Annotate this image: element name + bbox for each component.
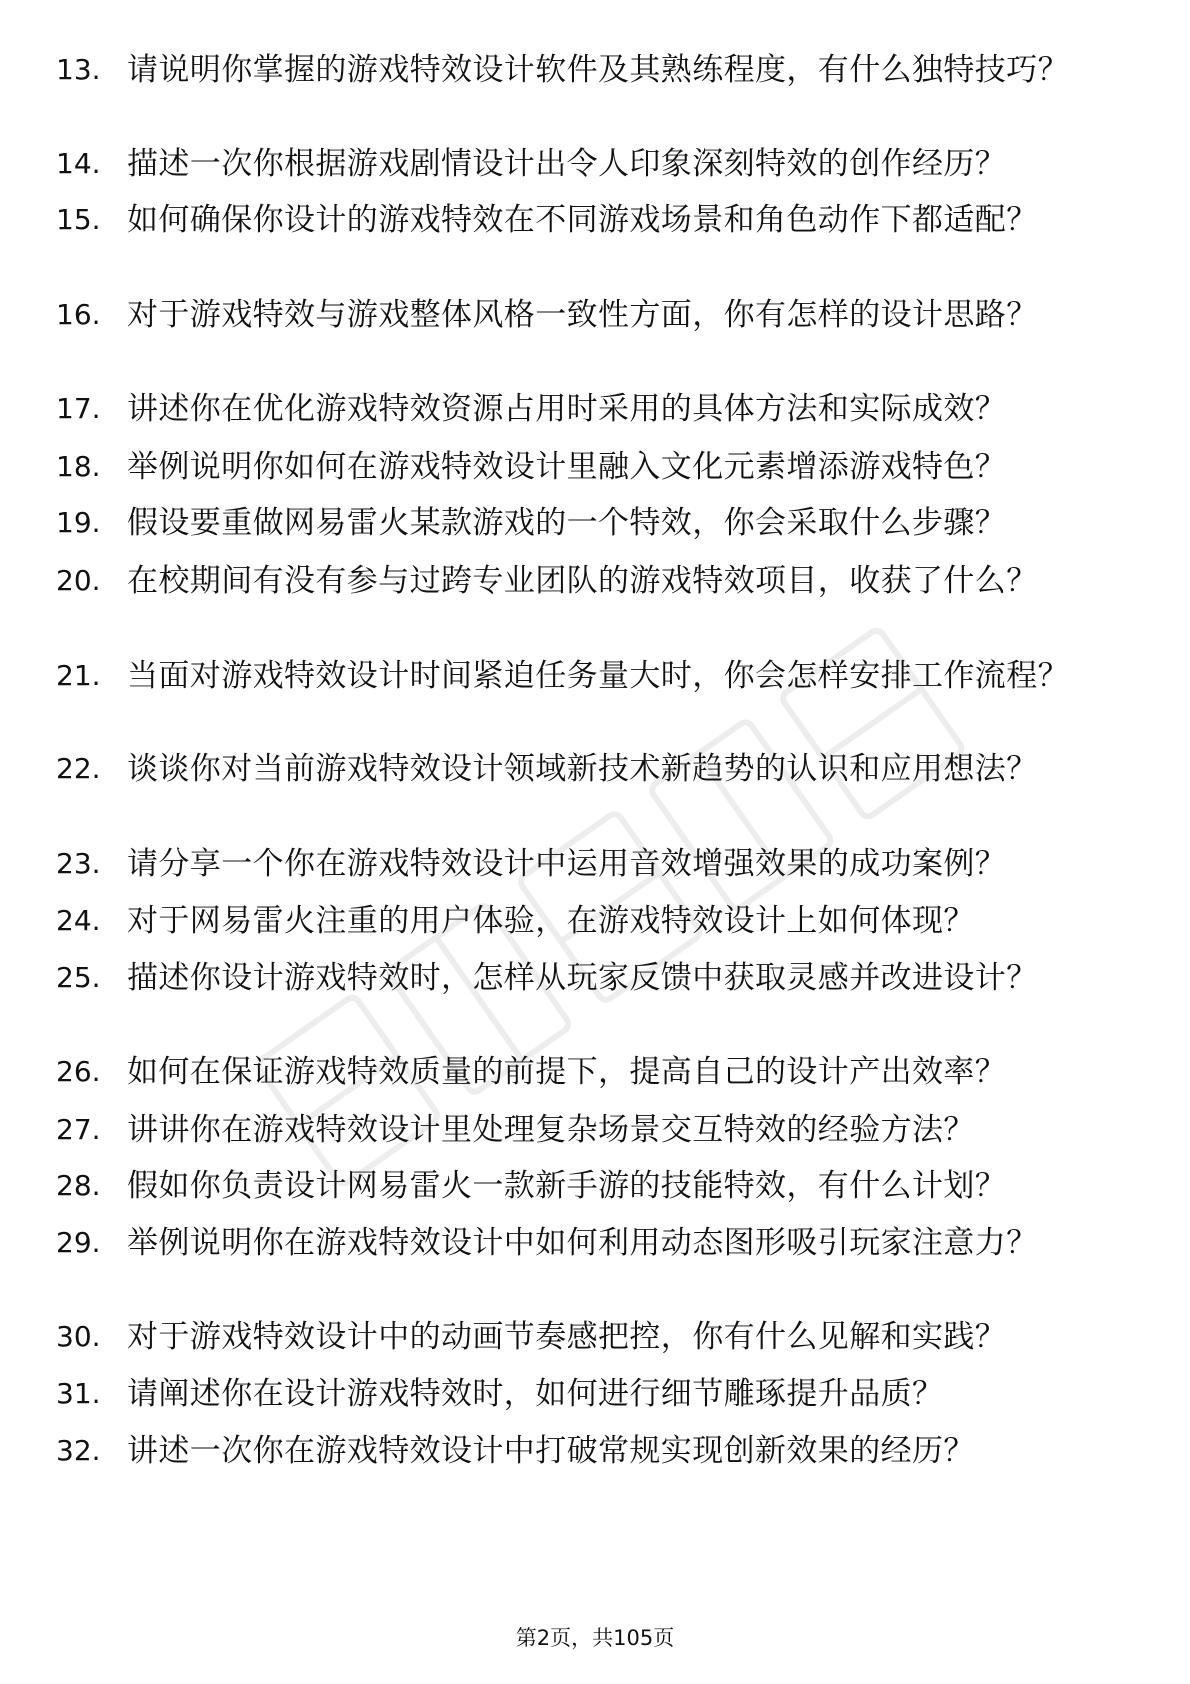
question-text: 如何确保你设计的游戏特效在不同游戏场景和角色动作下都适配？ — [127, 202, 1038, 238]
question-number: 23. — [56, 847, 101, 880]
question-number: 16. — [56, 298, 101, 331]
question-text: 请说明你掌握的游戏特效设计软件及其熟练程度，有什么独特技巧？ — [127, 52, 1069, 88]
question-text: 描述你设计游戏特效时，怎样从玩家反馈中获取灵感并改进设计？ — [127, 960, 1038, 996]
question-text: 对于游戏特效设计中的动画节奏感把控，你有什么见解和实践？ — [127, 1319, 1007, 1355]
question-text: 举例说明你如何在游戏特效设计里融入文化元素增添游戏特色？ — [127, 449, 1007, 485]
question-text: 举例说明你在游戏特效设计中如何利用动态图形吸引玩家注意力？ — [127, 1225, 1038, 1261]
question-text: 描述一次你根据游戏剧情设计出令人印象深刻特效的创作经历？ — [127, 146, 1007, 182]
question-number: 30. — [56, 1320, 101, 1353]
question-text: 当面对游戏特效设计时间紧迫任务量大时，你会怎样安排工作流程？ — [127, 658, 1069, 694]
question-text: 对于游戏特效与游戏整体风格一致性方面，你有怎样的设计思路？ — [127, 297, 1038, 333]
question-number: 26. — [56, 1055, 101, 1088]
question-number: 27. — [56, 1113, 101, 1146]
question-number: 24. — [56, 904, 101, 937]
question-number: 31. — [56, 1377, 101, 1410]
question-number: 21. — [56, 659, 101, 692]
question-text: 对于网易雷火注重的用户体验，在游戏特效设计上如何体现？ — [127, 903, 975, 939]
question-text: 在校期间有没有参与过跨专业团队的游戏特效项目，收获了什么？ — [127, 563, 1038, 599]
question-text: 请阐述你在设计游戏特效时，如何进行细节雕琢提升品质？ — [127, 1376, 944, 1412]
question-text: 讲述一次你在游戏特效设计中打破常规实现创新效果的经历？ — [127, 1433, 975, 1469]
question-text: 假设要重做网易雷火某款游戏的一个特效，你会采取什么步骤？ — [127, 505, 1007, 541]
question-text: 假如你负责设计网易雷火一款新手游的技能特效，有什么计划？ — [127, 1168, 1007, 1204]
question-text: 请分享一个你在游戏特效设计中运用音效增强效果的成功案例？ — [127, 846, 1007, 882]
question-number: 17. — [56, 392, 101, 425]
question-number: 25. — [56, 961, 101, 994]
question-text: 谈谈你对当前游戏特效设计领域新技术新趋势的认识和应用想法？ — [127, 751, 1038, 787]
page-footer — [0, 1623, 1190, 1653]
question-number: 22. — [56, 752, 101, 785]
question-text: 如何在保证游戏特效质量的前提下，提高自己的设计产出效率？ — [127, 1054, 1007, 1090]
question-number: 28. — [56, 1169, 101, 1202]
question-number: 13. — [56, 53, 101, 86]
question-number: 32. — [56, 1434, 101, 1467]
question-number: 14. — [56, 147, 101, 180]
question-number: 15. — [56, 203, 101, 236]
question-number: 29. — [56, 1226, 101, 1259]
question-number: 18. — [56, 450, 101, 483]
question-number: 19. — [56, 506, 101, 539]
page-number-label: 第2页，共105页 — [515, 1626, 675, 1650]
question-text: 讲述你在优化游戏特效资源占用时采用的具体方法和实际成效？ — [127, 391, 1007, 427]
question-number: 20. — [56, 564, 101, 597]
question-text: 讲讲你在游戏特效设计里处理复杂场景交互特效的经验方法？ — [127, 1112, 975, 1148]
